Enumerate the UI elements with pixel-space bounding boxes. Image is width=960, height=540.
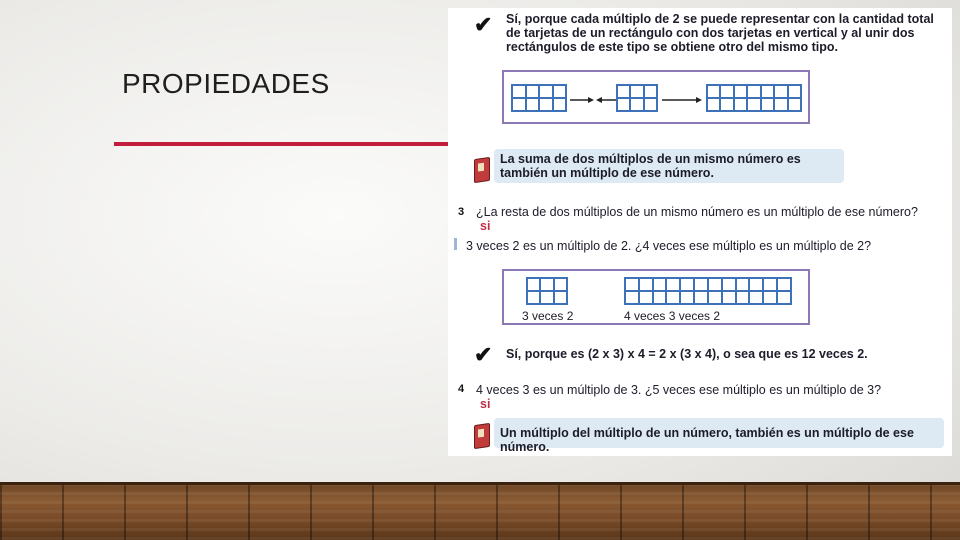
question-3-number: 3 bbox=[452, 204, 470, 220]
card-grid-4x2 bbox=[511, 84, 567, 112]
question-4-number: 4 bbox=[452, 381, 470, 397]
title-underline bbox=[114, 142, 450, 146]
figure-sum-multiples bbox=[502, 70, 810, 124]
figure-multiple-of-multiple bbox=[502, 269, 810, 325]
question-3-text: ¿La resta de dos múltiplos de un mismo número es un múltiplo de ese número? bbox=[476, 205, 918, 219]
answer-1-text: Sí, porque cada múltiplo de 2 se puede representar con la cantidad total de tarjetas de un rectángulo con dos tarjetas en vertical y al unir dos rectángulos de este tipo se obtiene otro del mismo tipo. bbox=[506, 12, 934, 54]
card-grid-12x2 bbox=[624, 277, 792, 305]
question-3b-text: 3 veces 2 es un múltiplo de 2. ¿4 veces ese múltiplo es un múltiplo de 2? bbox=[466, 239, 872, 253]
arrow-right-icon bbox=[570, 97, 594, 103]
question-4-text: 4 veces 3 es un múltiplo de 3. ¿5 veces ese múltiplo es un múltiplo de 3? bbox=[476, 383, 882, 397]
book-icon bbox=[474, 423, 490, 449]
textbook-page bbox=[448, 8, 952, 456]
note-sum-property: La suma de dos múltiplos de un mismo número es también un múltiplo de ese número. bbox=[494, 149, 844, 183]
check-icon: ✔ bbox=[474, 12, 493, 37]
question-3-answer: si bbox=[480, 219, 491, 233]
question-4-answer: si bbox=[480, 397, 491, 411]
note-multiple-property: Un múltiplo del múltiplo de un número, también es un múltiplo de ese número. bbox=[494, 418, 944, 448]
slide-title: PROPIEDADES bbox=[122, 68, 330, 99]
answer-2-text: Sí, porque es (2 x 3) x 4 = 2 x (3 x 4), o sea que es 12 veces 2. bbox=[506, 347, 868, 361]
check-icon: ✔ bbox=[474, 342, 493, 367]
margin-bar bbox=[454, 238, 457, 250]
card-grid-3x2 bbox=[526, 277, 568, 305]
figure-caption-right: 4 veces 3 veces 2 bbox=[624, 309, 721, 323]
card-grid-7x2 bbox=[706, 84, 802, 112]
arrow-left-icon bbox=[596, 97, 616, 103]
card-grid-3x2 bbox=[616, 84, 658, 112]
wooden-floor bbox=[0, 482, 960, 540]
arrow-right-icon bbox=[662, 97, 702, 103]
book-icon bbox=[474, 157, 490, 183]
figure-caption-left: 3 veces 2 bbox=[522, 309, 574, 323]
